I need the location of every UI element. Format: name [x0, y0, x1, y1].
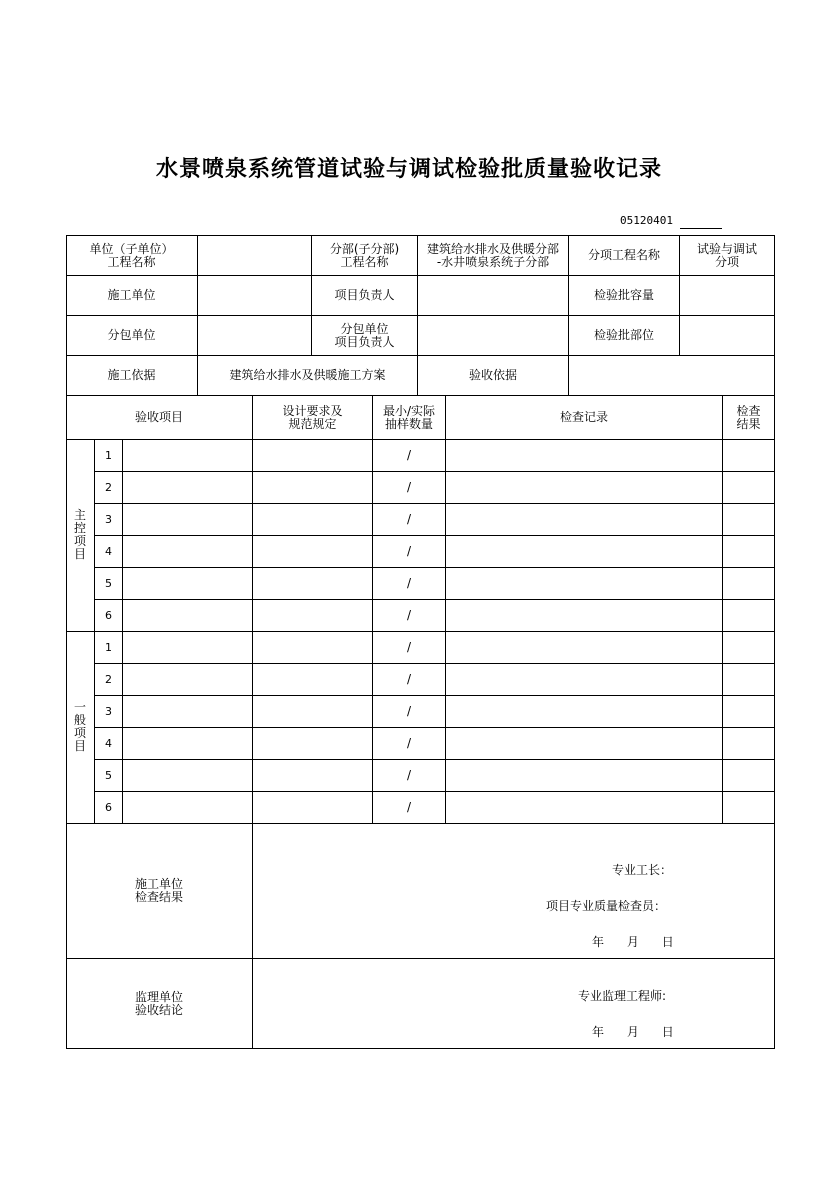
subsection-label: 分部(子分部) 工程名称 — [329, 241, 400, 269]
main-row-no: 1 — [105, 449, 112, 462]
supervision-date: 年 月 日 — [592, 1025, 674, 1039]
main-row-sample: / — [406, 608, 412, 622]
general-row-no: 3 — [105, 705, 112, 718]
batch-capacity-label: 检验批容量 — [593, 288, 654, 302]
general-row-sample: / — [406, 736, 412, 750]
item-project-label: 分项工程名称 — [587, 248, 660, 262]
item-project-value: 试验与调试 分项 — [696, 241, 757, 269]
grid-line — [122, 439, 123, 823]
construction-unit-label: 施工单位 — [107, 288, 156, 302]
grid-line — [722, 395, 723, 823]
col-design: 设计要求及 规范规定 — [282, 403, 343, 431]
general-row-no: 2 — [105, 673, 112, 686]
acceptance-basis-label: 验收依据 — [468, 368, 517, 382]
page-title: 水景喷泉系统管道试验与调试检验批质量验收记录 — [155, 157, 662, 182]
main-row-sample: / — [406, 480, 412, 494]
engineer-signature-label: 专业监理工程师: — [578, 989, 667, 1003]
general-group-label: 一般项目 — [73, 700, 86, 753]
col-record: 检查记录 — [559, 410, 608, 424]
general-row-sample: / — [406, 672, 412, 686]
main-group-label: 主控项目 — [73, 508, 86, 561]
construction-date: 年 月 日 — [592, 935, 674, 949]
main-row-no: 6 — [105, 609, 112, 622]
supervision-check-label: 监理单位 验收结论 — [134, 989, 183, 1017]
main-row-sample: / — [406, 576, 412, 590]
general-row-no: 5 — [105, 769, 112, 782]
general-row-sample: / — [406, 704, 412, 718]
batch-location-label: 检验批部位 — [593, 328, 654, 342]
main-row-sample: / — [406, 448, 412, 462]
unit-project-label: 单位（子单位） 工程名称 — [89, 241, 174, 269]
col-result: 检查 结果 — [736, 403, 761, 431]
general-row-no: 1 — [105, 641, 112, 654]
main-row-no: 2 — [105, 481, 112, 494]
general-row-sample: / — [406, 768, 412, 782]
form-code: 05120401 — [620, 214, 673, 227]
foreman-signature-label: 专业工长： — [612, 863, 673, 877]
main-row-sample: / — [406, 544, 412, 558]
general-row-sample: / — [406, 800, 412, 814]
form-code-underline — [680, 228, 722, 229]
construction-check-label: 施工单位 检查结果 — [134, 877, 183, 904]
construction-basis-value: 建筑给水排水及供暖施工方案 — [229, 368, 386, 382]
general-row-sample: / — [406, 640, 412, 654]
main-row-no: 4 — [105, 545, 112, 558]
inspector-signature-label: 项目专业质量检查员： — [546, 899, 667, 913]
grid-line — [445, 395, 446, 823]
general-row-no: 4 — [105, 737, 112, 750]
subsection-value: 建筑给水排水及供暖分部 -水井喷泉系统子分部 — [426, 241, 559, 269]
general-row-no: 6 — [105, 801, 112, 814]
unit-project-value[interactable] — [198, 236, 311, 275]
main-row-no: 3 — [105, 513, 112, 526]
project-manager-label: 项目负责人 — [334, 288, 395, 302]
subcontract-unit-label: 分包单位 — [107, 328, 156, 342]
col-item: 验收项目 — [134, 410, 183, 424]
col-sample: 最小/实际 抽样数量 — [382, 403, 436, 431]
main-row-no: 5 — [105, 577, 112, 590]
subcontract-manager-label: 分包单位 项目负责人 — [334, 321, 395, 349]
grid-line — [252, 395, 253, 1049]
main-row-sample: / — [406, 512, 412, 526]
construction-basis-label: 施工依据 — [107, 368, 156, 382]
